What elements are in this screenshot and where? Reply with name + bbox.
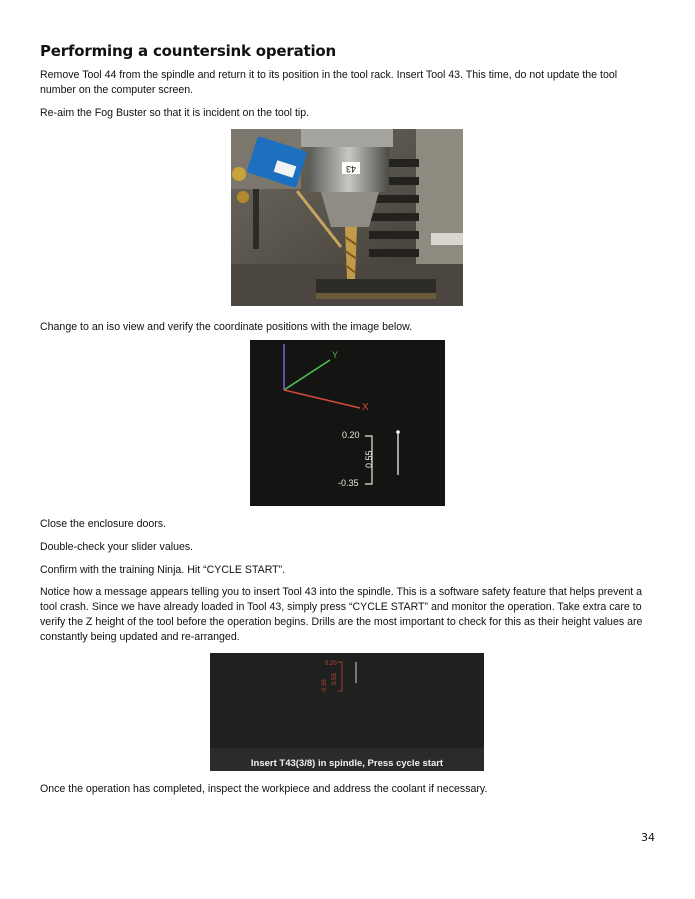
paragraph-close-doors: Close the enclosure doors. [40, 518, 167, 530]
paragraph-inspect-workpiece: Once the operation has completed, inspect the workpiece and address the coolant if necessary. [40, 783, 488, 795]
paragraph-safety-notice: Notice how a message appears telling you to insert Tool 43 into the spindle. This is a software safety feature that helps prevent a tool crash. Since we have already loaded in Tool 43, simply press “CYCLE START” and monitor the operation. Take extra care to verify the Z height of the tool before the operation begins. Drills are the most important to check for this as their height values are constantly being updated and re-arranged. [40, 586, 643, 643]
insert-tool-message: Insert T43(3/8) in spindle, Press cycle start [250, 758, 444, 769]
paragraph-remove-tool: Remove Tool 44 from the spindle and return it to its position in the tool rack. Insert Tool 43. This time, do not update the tool number on the computer screen. [40, 69, 618, 96]
height-bottom-value: -0.35 [338, 478, 359, 488]
paragraph-slider-values: Double-check your slider values. [40, 541, 194, 553]
y-axis-label: Y [332, 350, 339, 360]
height-mid-value: 0.55 [364, 450, 374, 468]
paragraph-cycle-start: Confirm with the training Ninja. Hit “CYCLE START”. [40, 564, 286, 576]
spindle-photo [231, 129, 463, 306]
height-top-value: 0.20 [342, 430, 360, 440]
paragraph-iso-view: Change to an iso view and verify the coordinate positions with the image below. [40, 321, 413, 333]
iso-view-photo [250, 340, 445, 506]
section-heading: Performing a countersink operation [40, 42, 337, 60]
tool-number-label: 43 [345, 164, 357, 174]
paragraph-fog-buster: Re-aim the Fog Buster so that it is incident on the tool tip. [40, 107, 310, 119]
screen-height-top: 0.20 [325, 661, 337, 667]
page-number: 34 [641, 831, 655, 844]
screen-height-mid: 0.55 [332, 673, 338, 685]
cycle-start-message-photo [210, 653, 484, 771]
x-axis-label: X [362, 402, 369, 413]
screen-height-bottom: -0.35 [322, 679, 328, 693]
